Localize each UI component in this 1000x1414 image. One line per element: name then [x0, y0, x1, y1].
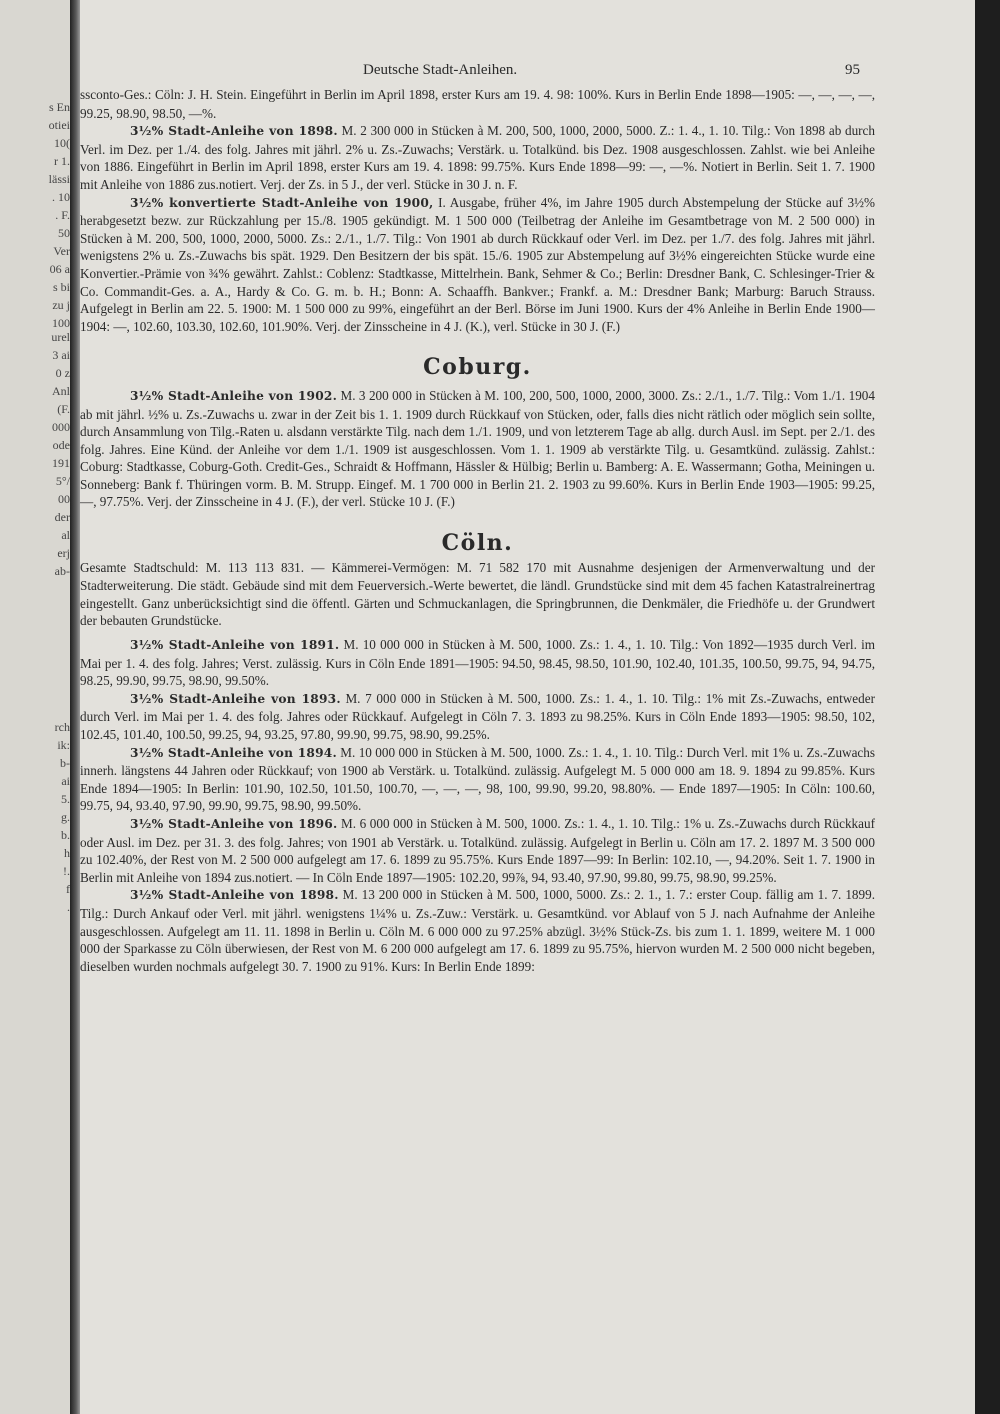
paragraph-coln-1894: 3½% Stadt-Anleihe von 1894. M. 10 000 000 in Stücken à M. 500, 1000. Zs.: 1. 4., 1. 10. Tilg.: Durch Verl. mit 1% u. Zs.-Zuwachs innerh. längstens 44 Jahren oder Rückkauf; von 1900 ab Verstärk. u. Totalkünd. zulässig. Aufgelegt M. 5 000 000 am 18. 9. 1894 zu 99.85%. Kurs Ende 1894—1905: In Berlin: 101.90, 102.50, 101.50, 100.70, —, —, —, 98, 100, 99.90, 99.20, 98.80%. — Ende 1897—1905: In Cöln: 100.60, 99.75, 94, 93.40, 97.90, 99.90, 99.75, 98.90, 99.50%.	[80, 744, 875, 814]
left-page-fragment: 50	[58, 226, 70, 240]
paragraph-coblenz-1900: 3½% konvertierte Stadt-Anleihe von 1900, I. Ausgabe, früher 4%, im Jahre 1905 durch Abstempelung der Stücke auf 3½% herabgesetzt bezw. zur Rückzahlung per 15./8. 1905 gekündigt. M. 1 500 000 (Teilbetrag der Anleihe im Gesamtbetrage von M. 2 500 000) in Stücken à M. 200, 500, 1000, 2000, 5000. Zs.: 2./1., 1./7. Tilg.: Von 1901 ab durch Rückkauf oder Verl. im Dez. per 1./7. des folg. Jahres mit jährl. wenigstens 2% u. Zs.-Zuwachs bis spät. 1929. Den Besitzern der bis spät. 15./6. 1905 zur Abstempelung auf 3½% eingereichten Stücke wurde eine Konvertier.-Prämie von ¾% gewährt. Zahlst.: Coblenz: Stadtkasse, Mittelrhein. Bank, Sehmer & Co.; Berlin: Dresdner Bank, C. Schlesinger-Trier & Co. Commandit-Ges. a. A., Hardy & Co. G. m. b. H.; Bonn: A. Schaaffh. Bankver.; Frankf. a. M.: Dresdner Bank; Marburg: Baruch Strauss. Aufgelegt in Berlin am 22. 5. 1900: M. 1 500 000 zu 99%, eingeführt an der Berl. Börse im Juni 1900. Kurs der 4% Anleihe in Berlin Ende 1900—1904: —, 102.60, 103.30, 102.60, 101.90%. Verj. der Zinsscheine in 4 J. (K.), verl. Stücke in 30 J. (F.)	[80, 194, 875, 334]
bond-title: 3½% Stadt-Anleihe von 1898.	[130, 888, 339, 903]
left-page-fragment: 10(	[54, 136, 70, 150]
left-page-fragment: r 1.	[54, 154, 70, 168]
left-page-edge	[0, 0, 72, 1414]
left-page-fragment: 191	[52, 456, 70, 470]
left-page-fragment: ode	[52, 438, 70, 452]
left-page-fragment: 000	[52, 420, 70, 434]
paragraph-coblenz-contd: ssconto-Ges.: Cöln: J. H. Stein. Eingeführt in Berlin im April 1898, erster Kurs am 19. 4. 98: 100%. Kurs in Berlin Ende 1898—1905: —, —, —, —, 99.25, 98.90, 98.50, —%.	[80, 87, 875, 121]
document-page	[80, 0, 975, 1414]
left-page-fragment: 00	[58, 492, 70, 506]
left-page-fragment: . 10	[52, 190, 70, 204]
left-page-fragment: b.	[61, 828, 70, 842]
scan-right-edge	[975, 0, 1000, 1414]
left-page-fragment: . F.	[55, 208, 70, 222]
left-page-fragment: ik:	[57, 738, 70, 752]
bond-title: 3½% Stadt-Anleihe von 1896.	[130, 816, 338, 831]
paragraph-coln-1896: 3½% Stadt-Anleihe von 1896. M. 6 000 000 in Stücken à M. 500, 1000. Zs.: 1. 4., 1. 10. Tilg.: 1% u. Zs.-Zuwachs durch Rückkauf oder Ausl. im Dez. per 31. 3. des folg. Jahres; von 1901 ab Verstärk. u. Totalkünd. zulässig. Aufgelegt in Berlin u. Cöln am 17. 2. 1897 M. 3 500 000 zu 102.40%, der Rest von M. 2 500 000 aufgelegt am 17. 6. 1899 zu 95.75%. Kurs Ende 1897—99: In Berlin: 102.10, —, 94.20%. Seit 1. 7. 1900 in Berlin mit Anleihe von 1894 zus.notiert. — In Cöln Ende 1897—1905: 102.20, 99⅞, 94, 93.40, 97.90, 99.80, 99.75, 98.90, 99.25%.	[80, 815, 875, 885]
page-number: 95	[845, 62, 860, 78]
left-page-fragment: urel	[51, 330, 70, 344]
left-page-fragment: otiei	[48, 118, 70, 132]
left-page-fragment: 06 a	[49, 262, 70, 276]
left-page-fragment: s En	[49, 100, 70, 114]
left-page-fragment: ab-	[54, 564, 70, 578]
left-page-fragment: lässi	[48, 172, 70, 186]
paragraph-coln-1893: 3½% Stadt-Anleihe von 1893. M. 7 000 000 in Stücken à M. 500, 1000. Zs.: 1. 4., 1. 10. Tilg.: 1% mit Zs.-Zuwachs, entweder durch Verl. im Mai per 1. 4. des folg. Jahres oder Rückkauf. Aufgelegt in Cöln 7. 3. 1893 zu 98.25%. Kurs in Cöln Ende 1893—1905: 98.50, 102, 102.45, 101.40, 100.50, 99.25, 94, 93.25, 97.80, 99.90, 99.75, 98.90, 99.25%.	[80, 690, 875, 742]
paragraph-coburg-1902: 3½% Stadt-Anleihe von 1902. M. 3 200 000 in Stücken à M. 100, 200, 500, 1000, 2000, 3000. Zs.: 2./1., 1./7. Tilg.: Vom 1./1. 1904 ab mit jährl. ½% u. Zs.-Zuwachs u. zwar in der Zeit bis 1. 1. 1909 durch Rückkauf von Stücken, oder, falls dies nicht rätlich oder möglich sein sollte, durch Ansammlung von Tilg.-Raten u. alsdann verstärkte Tilg. nach dem 1./1. 1909, und von letzterem Tage ab allg. durch Ausl. im Sept. per 2./1. des folg. Jahres. Eine Künd. der Anleihe vor dem 1./1. 1909 ist ausgeschlossen. Vom 1. 1. 1909 ab verstärkte Tilg. u. Gesamtkünd. zulässig. Zahlst.: Coburg: Stadtkasse, Coburg-Goth. Credit-Ges., Schraidt & Hoffmann, Hässler & Hülbig; Berlin u. Bamberg: A. E. Wassermann; Gotha, Meiningen u. Sonneberg: Bank f. Thüringen vorm. B. M. Strupp. Eingef. M. 1 700 000 in Berlin 21. 2. 1903 zu 99.60%. Kurs in Berlin Ende 1903—1905: 99.25, —, 97.75%. Verj. der Zinsscheine in 4 J. (F.), der verl. Stücke 10 J. (F.)	[80, 387, 875, 510]
paragraph-coln-1898: 3½% Stadt-Anleihe von 1898. M. 13 200 000 in Stücken à M. 500, 1000, 5000. Zs.: 2. 1., 1. 7.: erster Coup. fällig am 1. 7. 1899. Tilg.: Durch Ankauf oder Verl. mit jährl. wenigstens 1¼% u. Zs.-Zuw.: Verstärk. u. Gesamtkünd. vor Ablauf von 5 J. nach Aufnahme der Anleihe ausgeschlossen. Aufgelegt am 11. 11. 1898 in Berlin u. Cöln M. 6 000 000 zu 97.25% abzügl. 3½% Stück-Zs. bis zum 1. 1. 1899, weitere M. 1 000 000 der Sparkasse zu Cöln überwiesen, der Rest von M. 6 200 000 aufgelegt am 17. 6. 1899 zu 95.75%, hiervon wurden M. 2 500 000 nicht begeben, dieselben wurden nochmals aufgelegt 30. 7. 1900 zu 91%. Kurs: In Berlin Ende 1899:	[80, 887, 875, 974]
left-page-fragment: der	[54, 510, 70, 524]
left-page-fragment: 0 z	[55, 366, 70, 380]
left-page-fragment: zu j	[52, 298, 70, 312]
left-page-fragment: b-	[60, 756, 70, 770]
bond-title: 3½% Stadt-Anleihe von 1898.	[130, 124, 338, 139]
left-page-fragment: s bi	[52, 280, 70, 294]
paragraph-coln-1891: 3½% Stadt-Anleihe von 1891. M. 10 000 000 in Stücken à M. 500, 1000. Zs.: 1. 4., 1. 10. Tilg.: Von 1892—1935 durch Verl. im Mai per 1. 4. des folg. Jahres; Verst. zulässig. Kurs in Cöln Ende 1891—1905: 94.50, 98.45, 98.50, 101.90, 102.40, 101.35, 100.50, 99.75, 94, 94.75, 98.25, 99.90, 99.75, 98.90, 99.50%.	[80, 637, 875, 689]
left-page-fragment: !.	[63, 864, 70, 878]
left-page-fragment: Anl	[52, 384, 70, 398]
bond-title: 3½% Stadt-Anleihe von 1894.	[130, 745, 337, 760]
left-page-fragment: 100	[52, 316, 70, 330]
left-page-fragment: f	[66, 882, 70, 896]
paragraph-coln-debt: Gesamte Stadtschuld: M. 113 113 831. — Kämmerei-Vermögen: M. 71 582 170 mit Ausnahme desjenigen der Armenverwaltung und der Stadterweiterung. Die städt. Gebäude sind mit dem Feuerversich.-Werte bewertet, die ländl. Grundstücke sind mit dem 45 fachen Katastralreinertrag eingestellt. Ganz unberücksichtigt sind die öffentl. Gärten und Schmuckanlagen, die Springbrunnen, die Denkmäler, die Friedhöfe u. der Grundwert der bebauten Grundstücke.	[80, 559, 875, 629]
left-page-fragment: rch	[54, 720, 70, 734]
city-heading-coburg: Coburg.	[423, 354, 532, 381]
left-page-fragment: 5°/	[55, 474, 70, 488]
bond-title: 3½% Stadt-Anleihe von 1902.	[130, 388, 338, 403]
left-page-fragment: .	[67, 900, 70, 914]
left-page-fragment: Ver	[53, 244, 70, 258]
left-page-fragment: ai	[61, 774, 70, 788]
left-page-fragment: erj	[57, 546, 70, 560]
left-page-fragment: 3 ai	[52, 348, 70, 362]
page-body	[80, 86, 875, 975]
left-page-fragment: al	[61, 528, 70, 542]
bond-title: 3½% Stadt-Anleihe von 1893.	[130, 691, 341, 706]
left-page-fragment: (F.	[57, 402, 70, 416]
paragraph-coblenz-1898: 3½% Stadt-Anleihe von 1898. M. 2 300 000 in Stücken à M. 200, 500, 1000, 2000, 5000. Z.: 1. 4., 1. 10. Tilg.: Von 1898 ab durch Verl. im Dez. per 1./4. des folg. Jahres mit jährl. 2% u. Zs.-Zuwachs; Verstärk. u. Totalkünd. bis Dez. 1908 ausgeschlossen. Zahlst. wie bei Anleihe von 1886. Eingeführt in Berlin im April 1898, erster Kurs am 19. 4. 1898: 99.75%. Kurs Ende 1898—99: —, —%. Notiert in Berlin. Seit 1. 7. 1900 mit Anleihe von 1886 zus.notiert. Verj. der Zs. in 5 J., der verl. Stücke in 30 J. n. F.	[80, 123, 876, 192]
city-heading-coln: Cöln.	[441, 530, 514, 557]
running-title: Deutsche Stadt-Anleihen.	[363, 62, 518, 78]
left-page-fragment: g.	[61, 810, 70, 824]
left-page-fragment: 5.	[61, 792, 70, 806]
left-page-fragment: h	[64, 846, 70, 860]
bond-title: 3½% konvertierte Stadt-Anleihe von 1900,	[130, 195, 434, 210]
bond-title: 3½% Stadt-Anleihe von 1891.	[130, 638, 340, 653]
book-gutter	[70, 0, 80, 1414]
